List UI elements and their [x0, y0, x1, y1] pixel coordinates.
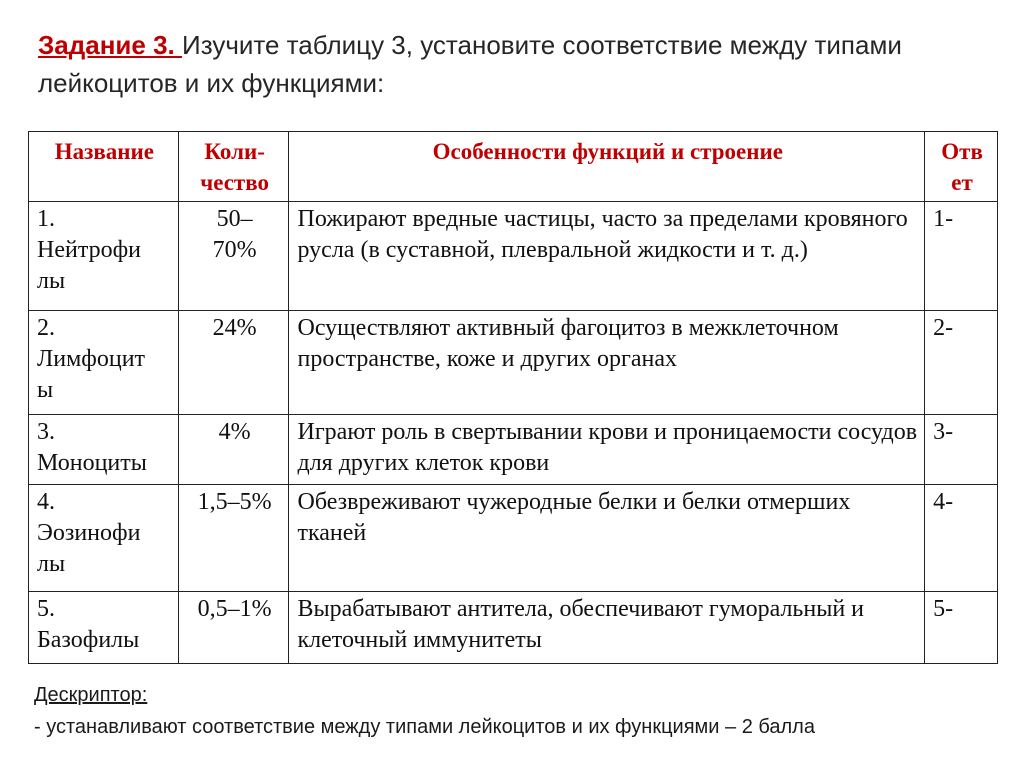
cell-name: 5. Базофилы — [29, 592, 179, 664]
cell-quantity: 24% — [178, 311, 289, 415]
task-text: Изучите таблицу 3, установите соответствие между типами лейкоцитов и их функциями: — [38, 30, 902, 98]
header-name: Название — [29, 132, 179, 202]
leukocyte-table — [28, 131, 998, 664]
cell-answer: 4- — [925, 485, 998, 592]
cell-quantity: 50– 70% — [178, 202, 289, 311]
cell-answer: 1- — [925, 202, 998, 311]
cell-quantity: 4% — [178, 415, 289, 485]
header-features: Особенности функций и строение — [289, 132, 925, 202]
table-row — [29, 202, 998, 311]
cell-quantity: 1,5–5% — [178, 485, 289, 592]
cell-feature: Вырабатывают антитела, обеспечивают гуморальный и клеточный иммунитеты — [289, 592, 925, 664]
cell-name: 2. Лимфоцит ы — [29, 311, 179, 415]
cell-name: 4. Эозинофи лы — [29, 485, 179, 592]
task-label: Задание 3. — [38, 30, 182, 60]
cell-answer: 5- — [925, 592, 998, 664]
cell-name: 1. Нейтрофи лы — [29, 202, 179, 311]
header-answer: Отв ет — [925, 132, 998, 202]
table-row — [29, 311, 998, 415]
cell-feature: Осуществляют активный фагоцитоз в межклеточном пространстве, коже и других органах — [289, 311, 925, 415]
cell-answer: 2- — [925, 311, 998, 415]
table-row — [29, 415, 998, 485]
descriptor-title: Дескриптор: — [34, 684, 148, 706]
descriptor-text: - устанавливают соответствие между типами лейкоцитов и их функциями – 2 балла — [34, 716, 815, 738]
table-row — [29, 592, 998, 664]
cell-answer: 3- — [925, 415, 998, 485]
cell-feature: Играют роль в свертывании крови и проницаемости сосудов для других клеток крови — [289, 415, 925, 485]
descriptor — [34, 679, 994, 743]
cell-name: 3. Моноциты — [29, 415, 179, 485]
cell-feature: Пожирают вредные частицы, часто за пределами кровяного русла (в суставной, плевральной жидкости и т. д.) — [289, 202, 925, 311]
task-heading — [38, 26, 998, 102]
cell-quantity: 0,5–1% — [178, 592, 289, 664]
cell-feature: Обезвреживают чужеродные белки и белки отмерших тканей — [289, 485, 925, 592]
header-quantity: Коли- чество — [178, 132, 289, 202]
table-header-row — [29, 132, 998, 202]
table-row — [29, 485, 998, 592]
